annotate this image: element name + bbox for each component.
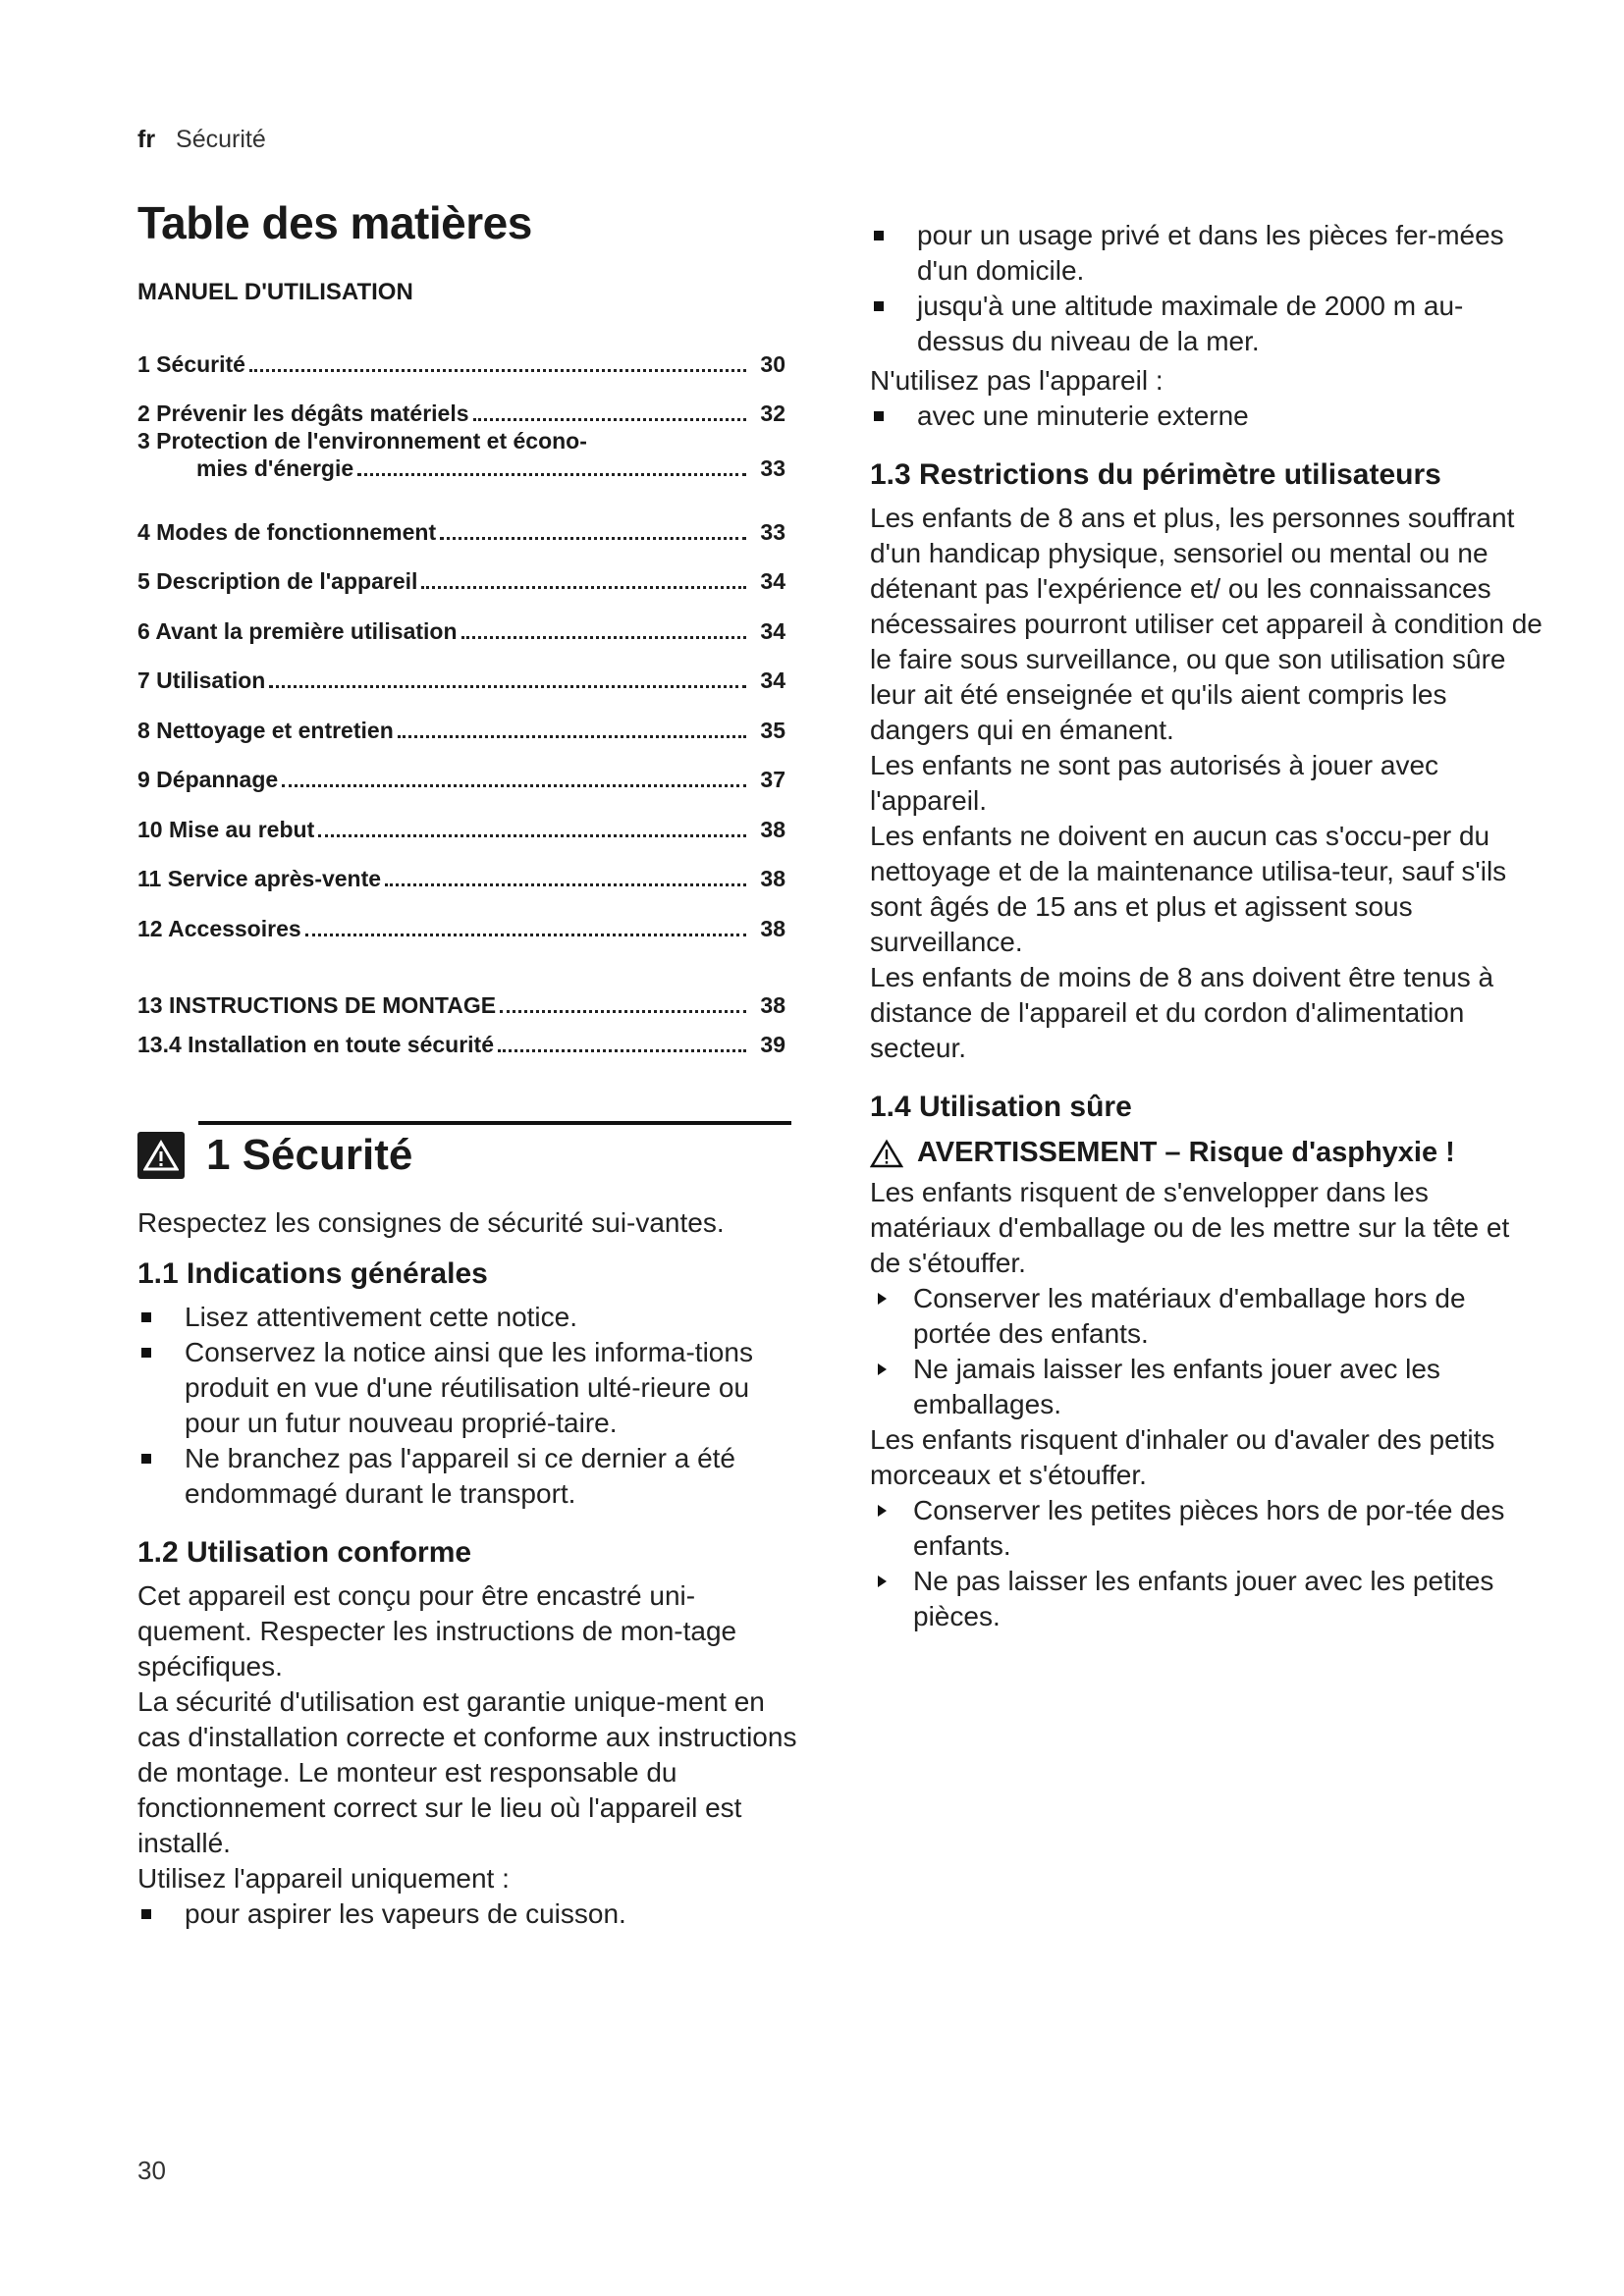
step-list [870, 1281, 1547, 1422]
section-heading-block [137, 1121, 800, 1180]
toc-entry-title: 1 Sécurité [137, 350, 245, 377]
toc-entry-page: 33 [760, 455, 785, 481]
toc-leader [385, 883, 746, 886]
toc-entry-page: 30 [760, 350, 785, 377]
toc-entry-page: 35 [760, 717, 785, 743]
toc-entry[interactable] [137, 892, 785, 942]
running-header [137, 126, 266, 154]
toc-entry[interactable] [137, 793, 785, 843]
list-item: jusqu'à une altitude maximale de 2000 m au-dessus du niveau de la mer. [870, 289, 1547, 359]
section-title: 1 Sécurité [206, 1130, 413, 1179]
warning-triangle-icon [137, 1132, 185, 1179]
toc-entry-title: 5 Description de l'appareil [137, 568, 418, 594]
toc-entry[interactable] [137, 378, 785, 428]
toc-entry-page: 38 [760, 866, 785, 891]
toc-leader [498, 1049, 746, 1052]
toc-entry-title-cont: mies d'énergie [196, 455, 354, 481]
toc-title: Table des matières [137, 197, 532, 248]
left-column [137, 196, 800, 1932]
toc-entry-title: 10 Mise au rebut [137, 816, 315, 842]
toc-leader [473, 418, 746, 421]
toc-leader [357, 473, 746, 476]
toc-entry-title: 4 Modes de fonctionnement [137, 518, 437, 545]
toc-entry-page: 34 [760, 667, 785, 693]
toc-leader [461, 636, 746, 639]
right-column [870, 218, 1547, 1634]
toc-entry[interactable] [137, 328, 785, 378]
toc-leader [249, 369, 746, 372]
toc-entry[interactable] [137, 427, 785, 496]
step-item: Conserver les petites pièces hors de por-tée des enfants. [870, 1493, 1547, 1564]
list-item: avec une minuterie externe [870, 399, 1547, 434]
toc-leader [282, 784, 746, 787]
toc-leader [305, 934, 746, 936]
toc-entry-continuation [137, 454, 785, 482]
paragraph: Les enfants de 8 ans et plus, les personnes souffrant d'un handicap physique, sensoriel ou mental ou ne détenant pas l'expérience et/ ou les connaissances nécessaires pourront utiliser cet appareil à condition de le faire sous surveillance, ou que son utilisation sûre leur ait été enseignée et qu'ils aient compris les dangers qui en émanent. [870, 503, 1543, 745]
toc-entry-title: 11 Service après-vente [137, 866, 382, 891]
toc-leader [421, 586, 746, 589]
paragraph: Les enfants risquent de s'envelopper dans les matériaux d'emballage ou de les mettre sur la tête et de s'étouffer. [870, 1177, 1510, 1278]
toc-entry-page: 39 [760, 1031, 785, 1057]
toc-entry-title: 6 Avant la première utilisation [137, 617, 458, 644]
toc-entry[interactable] [137, 744, 785, 794]
toc-entry-title: 13.4 Installation en toute sécurité [137, 1031, 494, 1057]
bullet-list-general [137, 1300, 800, 1512]
paragraph: Cet appareil est conçu pour être encastré uni-quement. Respecter les instructions de mon-tage spécifiques. [137, 1579, 737, 1682]
toc-entry-title: 3 Protection de l'environnement et écono- [137, 428, 587, 454]
toc-entry-page: 37 [760, 767, 785, 792]
warning-triangle-icon [870, 1139, 903, 1168]
section-rule [198, 1121, 791, 1125]
language-code: fr [137, 126, 156, 153]
subsection-title-1-4: 1.4 Utilisation sûre [870, 1091, 1132, 1123]
bullet-list-usage-cont [870, 218, 1547, 359]
section-body [137, 1205, 800, 1932]
warning-triangle-glyph [143, 1140, 179, 1171]
step-item: Ne pas laisser les enfants jouer avec les petites pièces. [870, 1564, 1547, 1634]
list-item: pour aspirer les vapeurs de cuisson. [137, 1896, 800, 1932]
list-item: pour un usage privé et dans les pièces fer-mées d'un domicile. [870, 218, 1547, 289]
section-intro: Respectez les consignes de sécurité sui-vantes. [137, 1206, 725, 1238]
toc-entry-page: 34 [760, 568, 785, 594]
toc-leader [318, 834, 746, 837]
step-list [870, 1493, 1547, 1634]
toc-entry-page: 32 [760, 400, 785, 426]
warning-heading [870, 1137, 1547, 1169]
toc-entry[interactable] [137, 496, 785, 546]
table-of-contents [137, 328, 785, 1058]
list-item: Conservez la notice ainsi que les informa-tions produit en vue d'une réutilisation ulté-rieure ou pour un futur nouveau proprié-taire. [137, 1335, 800, 1441]
toc-entry-title: 13 INSTRUCTIONS DE MONTAGE [137, 991, 497, 1018]
toc-entry-page: 38 [760, 915, 785, 941]
toc-entry[interactable] [137, 972, 785, 1019]
bullet-list-usage [137, 1896, 800, 1932]
toc-entry-title: 2 Prévenir les dégâts matériels [137, 400, 469, 426]
paragraph: La sécurité d'utilisation est garantie unique-ment en cas d'installation correcte et conforme aux instructions de montage. Le monteur est responsable du fonctionnement correct sur le lieu où l'appareil est installé. [137, 1685, 797, 1858]
toc-leader [500, 1010, 746, 1013]
paragraph: Les enfants risquent d'inhaler ou d'avaler des petits morceaux et s'étouffer. [870, 1424, 1495, 1490]
paragraph: N'utilisez pas l'appareil : [870, 365, 1164, 396]
toc-manual-label: MANUEL D'UTILISATION [137, 279, 413, 305]
subsection-title-1-3: 1.3 Restrictions du périmètre utilisateurs [870, 458, 1441, 491]
toc-leader [398, 735, 746, 738]
list-item: Ne branchez pas l'appareil si ce dernier a été endommagé durant le transport. [137, 1441, 800, 1512]
paragraph: Les enfants de moins de 8 ans doivent être tenus à distance de l'appareil et du cordon d'alimentation secteur. [870, 962, 1494, 1063]
paragraph: Utilisez l'appareil uniquement : [137, 1862, 510, 1894]
warning-text: AVERTISSEMENT – Risque d'asphyxie ! [917, 1137, 1455, 1168]
toc-entry[interactable] [137, 1019, 785, 1058]
toc-entry[interactable] [137, 843, 785, 893]
bullet-list-not-usage [870, 399, 1547, 434]
toc-entry-title: 9 Dépannage [137, 767, 279, 792]
toc-entry-title: 12 Accessoires [137, 915, 301, 941]
toc-entry-title: 8 Nettoyage et entretien [137, 717, 394, 743]
paragraph: Les enfants ne sont pas autorisés à jouer avec l'appareil. [870, 750, 1439, 816]
subsection-title-1-1: 1.1 Indications générales [137, 1256, 488, 1290]
header-section: Sécurité [176, 126, 266, 153]
subsection-title-1-2: 1.2 Utilisation conforme [137, 1535, 472, 1569]
page-number: 30 [137, 2156, 166, 2185]
paragraph: Les enfants ne doivent en aucun cas s'occu-per du nettoyage et de la maintenance utilisa-teur, sauf s'ils sont âgés de 15 ans et plus et agissent sous surveillance. [870, 821, 1507, 957]
toc-entry-page: 38 [760, 991, 785, 1018]
toc-entry-title: 7 Utilisation [137, 667, 266, 693]
toc-entry[interactable] [137, 595, 785, 645]
step-item: Ne jamais laisser les enfants jouer avec les emballages. [870, 1352, 1547, 1422]
toc-entry[interactable] [137, 694, 785, 744]
toc-entry-page: 34 [760, 617, 785, 644]
toc-entry-page: 33 [760, 518, 785, 545]
toc-entry-page: 38 [760, 816, 785, 842]
section-heading-row [137, 1131, 800, 1180]
toc-entry[interactable] [137, 546, 785, 596]
toc-leader [440, 537, 746, 540]
toc-entry[interactable] [137, 645, 785, 695]
step-item: Conserver les matériaux d'emballage hors de portée des enfants. [870, 1281, 1547, 1352]
toc-leader [269, 685, 746, 688]
list-item: Lisez attentivement cette notice. [137, 1300, 800, 1335]
